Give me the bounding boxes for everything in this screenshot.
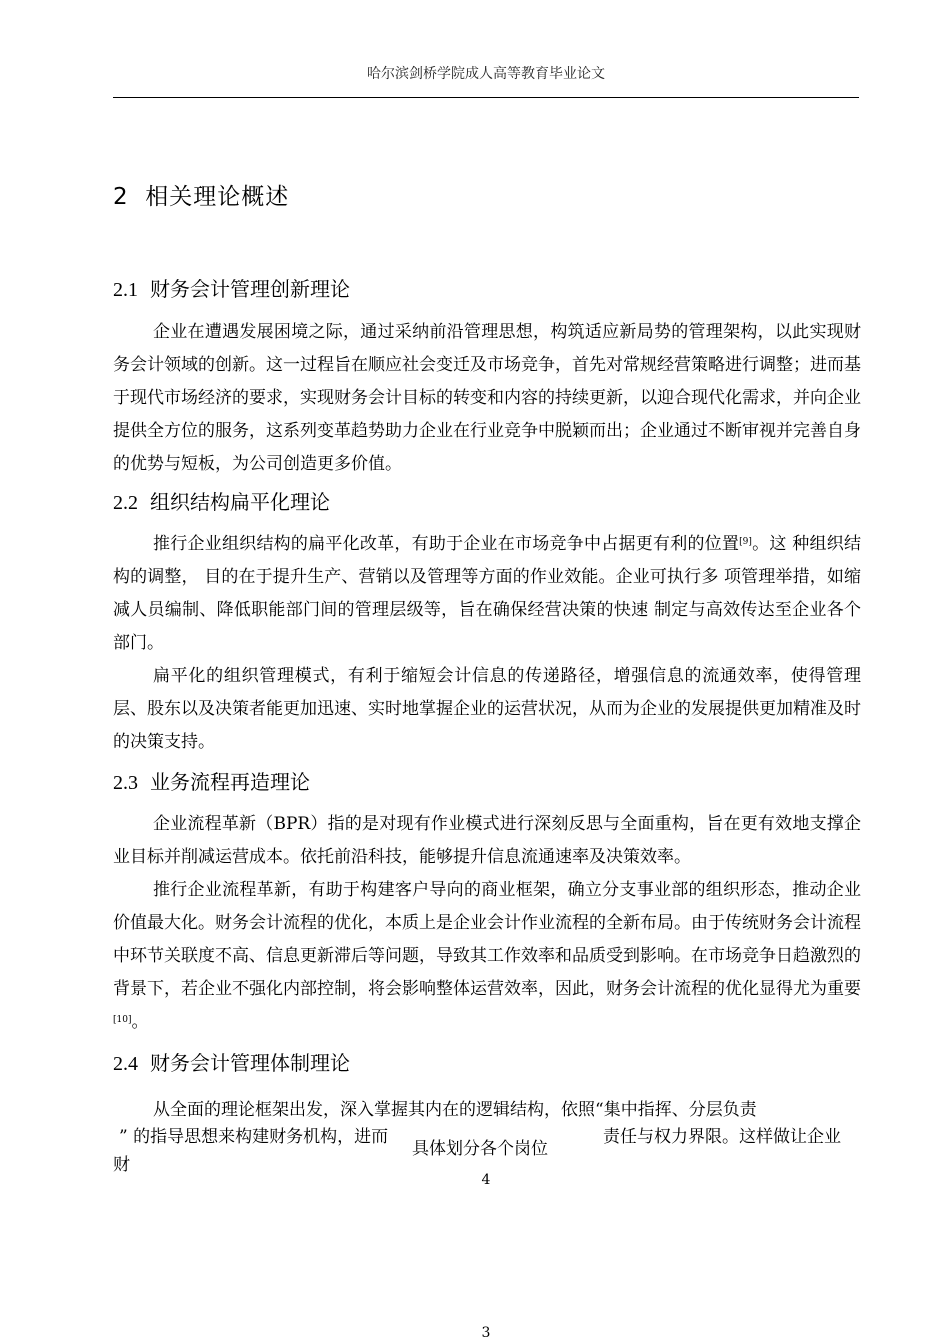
- section-title: 组织结构扁平化理论: [150, 490, 330, 514]
- chapter-title: 相关理论概述: [145, 184, 290, 210]
- section-title: 财务会计管理体制理论: [150, 1051, 350, 1075]
- section-title: 业务流程再造理论: [150, 770, 310, 794]
- page-number-outer: 3: [481, 1325, 491, 1341]
- paragraph-2-3-b: [113, 874, 861, 1039]
- section-number: 2.1: [113, 279, 138, 301]
- running-header: 哈尔滨剑桥学院成人高等教育毕业论文: [367, 66, 605, 82]
- section-number: 2.2: [113, 492, 138, 514]
- section-heading-2-2: [113, 486, 330, 515]
- chapter-number: 2: [113, 184, 129, 210]
- paragraph-2-4-line-2a: ” 的指导思想来构建财务机构，进而: [119, 1127, 389, 1147]
- section-title: 财务会计管理创新理论: [150, 277, 350, 301]
- paragraph-text: 推行企业组织结构的扁平化改革，有助于企业在市场竞争中占据更有利的位置: [153, 534, 740, 554]
- citation-ref: [9]: [739, 537, 752, 547]
- citation-ref: [10]: [113, 1015, 132, 1025]
- section-heading-2-4: [113, 1047, 350, 1076]
- section-number: 2.3: [113, 772, 138, 794]
- header-rule: [113, 97, 859, 98]
- paragraph-text: 推行企业流程革新，有助于构建客户导向的商业框架，确立分支事业部的组织形态，推动企业价值最大化。财务会计流程的优化，本质上是企业会计作业流程的全新布局。由于传统财务会计流程中环节关联度不高、信息更新滞后等问题，导致其工作效率和品质受到影响。在市场竞争日趋激烈的背景下，若企业不强化内部控制，将会影响整体运营效率，因此，财务会计流程的优化显得尤为重要: [113, 880, 861, 999]
- chapter-heading: [113, 178, 289, 211]
- paragraph-2-1: 企业在遭遇发展困境之际，通过采纳前沿管理思想，构筑适应新局势的管理架构，以此实现财务会计领域的创新。这一过程旨在顺应社会变迁及市场竞争，首先对常规经营策略进行调整；进而基于现代市场经济的要求，实现财务会计目标的转变和内容的持续更新，以迎合现代化需求，并向企业提供全方位的服务，这系列变革趋势助力企业在行业竞争中脱颖而出；企业通过不断审视并完善自身的优势与短板，为公司创造更多价值。: [113, 322, 861, 474]
- section-heading-2-1: [113, 273, 350, 302]
- paragraph-2-4-overlap-fragment: 具体划分各个岗位: [412, 1139, 548, 1159]
- paragraph-2-4-line-1: 从全面的理论框架出发，深入掌握其内在的逻辑结构，依照“集中指挥、分层负责: [153, 1100, 757, 1120]
- paragraph-2-4-line-2b: 责任与权力界限。这样做让企业: [603, 1127, 841, 1147]
- section-number: 2.4: [113, 1053, 138, 1075]
- paragraph-2-2-a: [113, 528, 861, 660]
- page-number-inner: 4: [481, 1172, 491, 1188]
- paragraph-2-2-b: 扁平化的组织管理模式，有利于缩短会计信息的传递路径，增强信息的流通效率，使得管理层、股东以及决策者能更加迅速、实时地掌握企业的运营状况，从而为企业的发展提供更加精准及时的决策支持。: [113, 666, 861, 752]
- paragraph-text: 。这 种组织结构的调整， 目的在于提升生产、营销以及管理等方面的作业效能。企业可执行多 项管理举措，如缩减人员编制、降低职能部门间的管理层级等，旨在确保经营决策的快速 制定与高效传达至企业各个部门。: [113, 534, 862, 653]
- paragraph-2-4-line-3: 财: [113, 1155, 130, 1175]
- paragraph-2-3-a: 企业流程革新（BPR）指的是对现有作业模式进行深刻反思与全面重构，旨在更有效地支撑企业目标并削减运营成本。依托前沿科技，能够提升信息流通速率及决策效率。: [113, 814, 861, 867]
- section-heading-2-3: [113, 766, 310, 795]
- paragraph-text: 。: [131, 1012, 149, 1032]
